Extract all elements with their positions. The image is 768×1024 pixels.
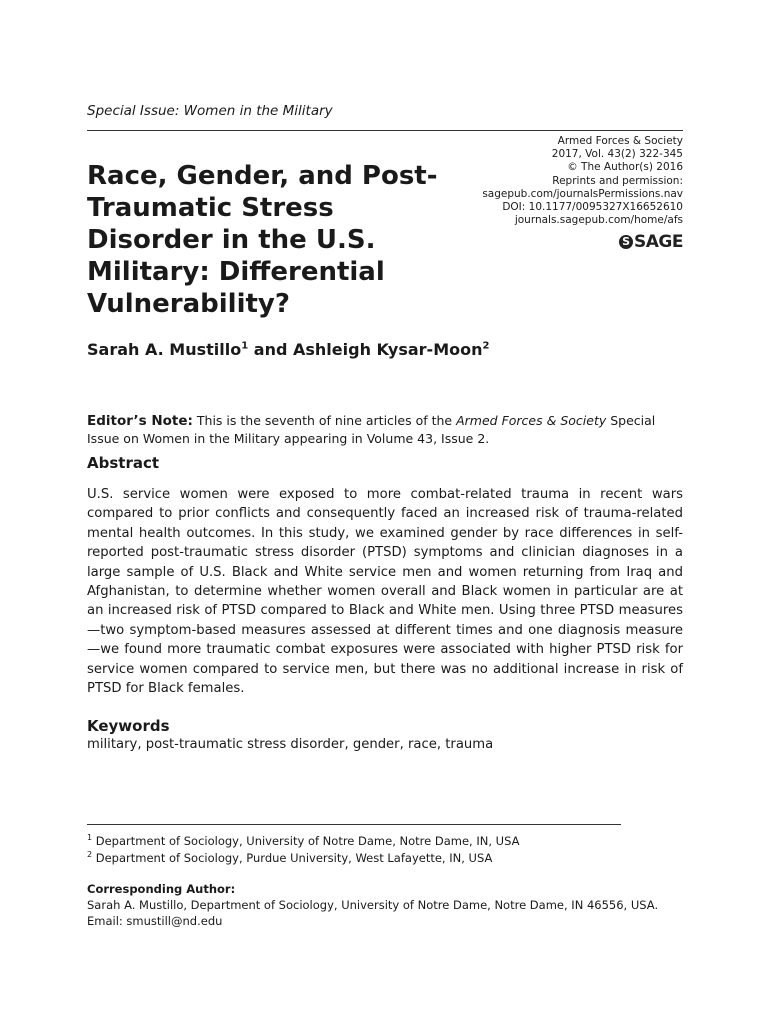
footnote <box>87 833 519 850</box>
author-affiliation-mark: 1 <box>241 340 249 352</box>
journal-name: Armed Forces & Society <box>557 135 683 147</box>
author-name: Ashleigh Kysar-Moon <box>293 340 483 359</box>
abstract-heading: Abstract <box>87 454 160 472</box>
corresponding-email[interactable]: Email: smustill@nd.edu <box>87 914 223 928</box>
author-name: Sarah A. Mustillo <box>87 340 242 359</box>
footnote-rule <box>87 824 621 825</box>
corresponding-author <box>87 881 658 929</box>
author-line <box>87 340 489 359</box>
reprints-link[interactable]: sagepub.com/journalsPermissions.nav <box>482 187 683 200</box>
footnote-text: Department of Sociology, University of Notre Dame, Notre Dame, IN, USA <box>95 834 520 848</box>
footnote-mark: 1 <box>87 833 93 843</box>
author-joiner: and <box>253 340 288 359</box>
editor-note <box>87 412 683 448</box>
journal-url[interactable]: journals.sagepub.com/home/afs <box>514 214 683 227</box>
footnotes <box>87 833 519 867</box>
special-issue-label: Special Issue: Women in the Military <box>87 103 333 119</box>
article-title: Race, Gender, and Post-Traumatic Stress Disorder in the U.S. Military: Differential Vulnerability? <box>87 161 438 319</box>
keywords-text: military, post-traumatic stress disorder, gender, race, trauma <box>87 737 494 752</box>
editor-note-text: Special Issue on Women in the Military appearing in Volume 43, Issue 2. <box>87 413 656 446</box>
footnote-text: Department of Sociology, Purdue University, West Lafayette, IN, USA <box>95 851 493 865</box>
corresponding-heading: Corresponding Author: <box>87 882 236 896</box>
editor-note-text: This is the seventh of nine articles of the <box>196 413 453 428</box>
reprints-line: Reprints and permission: <box>552 174 683 187</box>
editor-note-journal: Armed Forces & Society <box>456 413 607 428</box>
sage-logo <box>619 232 683 252</box>
corresponding-address: Sarah A. Mustillo, Department of Sociology, University of Notre Dame, Notre Dame, IN 46556, USA. <box>87 898 659 912</box>
journal-meta <box>423 135 683 227</box>
header-rule <box>87 130 683 131</box>
sage-logo-text: SAGE <box>634 232 683 252</box>
journal-volume: 2017, Vol. 43(2) 322-345 <box>551 148 683 161</box>
sage-logo-icon: S <box>619 235 633 249</box>
footnote-mark: 2 <box>87 850 93 860</box>
abstract-text: U.S. service women were exposed to more combat-related trauma in recent wars compared to prior conflicts and consequently faced an increased risk of trauma-related mental health outcomes. In this study, we examined gender by race differences in self-reported post-traumatic stress disorder (PTSD) symptoms and clinician diagnoses in a large sample of U.S. Black and White service men and women returning from Iraq and Afghanistan, to determine whether women overall and Black women in particular are at an increased risk of PTSD compared to Black and White men. Using three PTSD measures—two symptom-based measures assessed at different times and one diagnosis measure—we found more traumatic combat exposures were associated with higher PTSD risk for service women compared to service men, but there was no additional increase in risk of PTSD for Black females. <box>87 487 683 697</box>
keywords-heading: Keywords <box>87 717 170 735</box>
editor-note-label: Editor’s Note: <box>87 413 193 429</box>
copyright-line: © The Author(s) 2016 <box>567 161 683 174</box>
footnote <box>87 850 519 867</box>
doi-line[interactable]: DOI: 10.1177/0095327X16652610 <box>502 201 683 214</box>
author-affiliation-mark: 2 <box>482 340 490 352</box>
